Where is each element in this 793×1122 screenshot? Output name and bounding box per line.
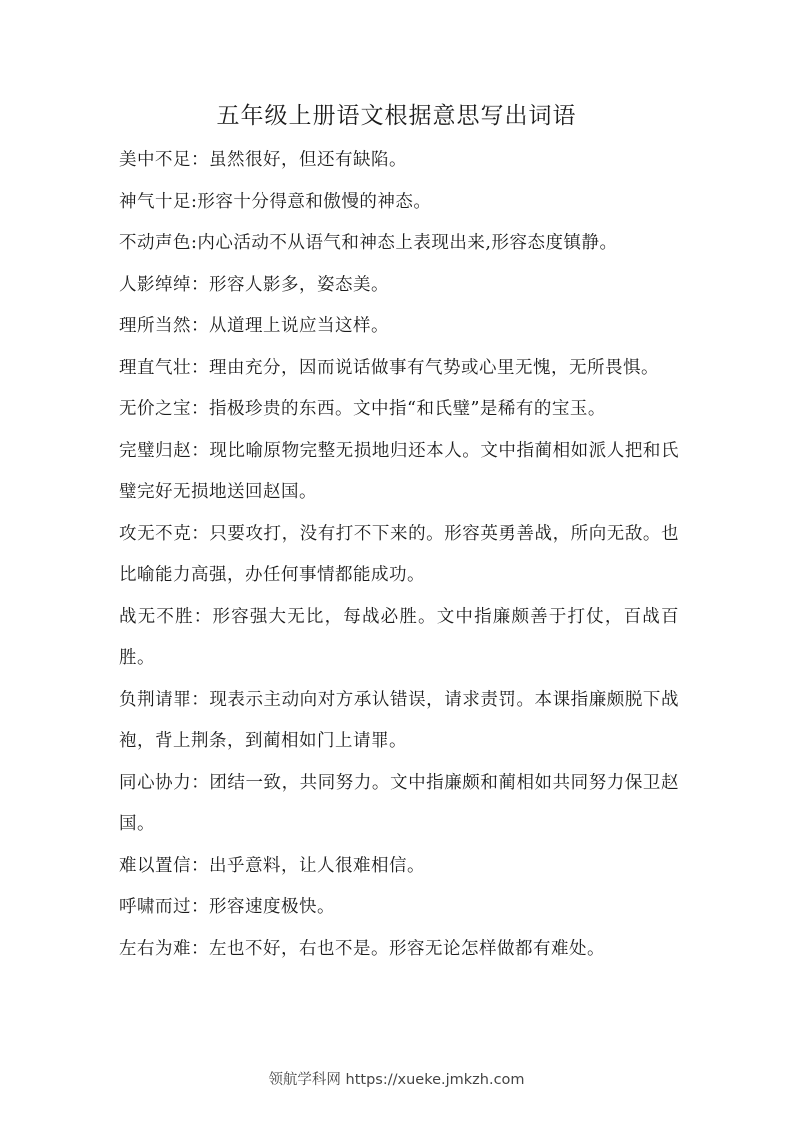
list-item: 神气十足:形容十分得意和傲慢的神态。 <box>119 191 432 212</box>
list-item: 同心协力：团结一致，共同努力。文中指廉颇和蔺相如共同努力保卫赵国。 <box>119 772 679 834</box>
list-item: 负荆请罪：现表示主动向对方承认错误，请求责罚。本课指廉颇脱下战袍，背上荆条，到蔺相如门上请罪。 <box>119 689 679 751</box>
list-item: 左右为难：左也不好，右也不是。形容无论怎样做都有难处。 <box>119 938 605 959</box>
list-item: 呼啸而过：形容速度极快。 <box>119 897 335 917</box>
list-item: 美中不足：虽然很好，但还有缺陷。 <box>119 150 407 170</box>
page-title: 五年级上册语文根据意思写出词语 <box>216 103 577 129</box>
list-item: 完璧归赵：现比喻原物完整无损地归还本人。文中指蔺相如派人把和氏璧完好无损地送回赵国。 <box>119 440 679 502</box>
list-item: 攻无不克：只要攻打，没有打不下来的。形容英勇善战，所向无敌。也比喻能力高强，办任何事情都能成功。 <box>119 523 679 585</box>
list-item: 战无不胜：形容强大无比，每战必胜。文中指廉颇善于打仗，百战百胜。 <box>119 606 679 668</box>
list-item: 人影绰绰：形容人影多，姿态美。 <box>119 274 389 295</box>
list-item: 难以置信：出乎意料，让人很难相信。 <box>119 855 425 876</box>
list-item: 理所当然：从道理上说应当这样。 <box>119 316 389 336</box>
entry-list <box>119 140 679 970</box>
list-item: 理直气壮：理由充分，因而说话做事有气势或心里无愧，无所畏惧。 <box>119 357 659 378</box>
list-item: 不动声色:内心活动不从语气和神态上表现出来,形容态度镇静。 <box>119 233 618 253</box>
footer-watermark: 领航学科网 https://xueke.jmkzh.com <box>268 1072 525 1088</box>
list-item: 无价之宝：指极珍贵的东西。文中指“和氏璧”是稀有的宝玉。 <box>119 399 606 419</box>
